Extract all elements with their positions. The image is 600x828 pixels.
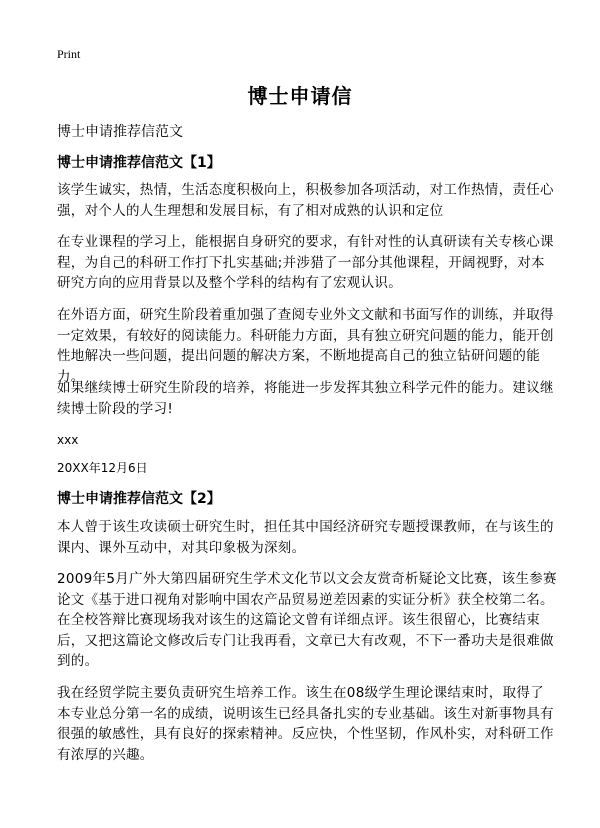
letter1-heading: 博士申请推荐信范文【1】 (57, 155, 221, 171)
letter2-paragraph: 我在经贸学院主要负责研究生培养工作。该生在08级学生理论课结束时，取得了本专业总分第一名的成绩，说明该生已经具备扎实的专业基础。该生对新事物具有很强的敏感性，具有良好的探索精神。反应快，个性坚韧，作风朴实，对科研工作有浓厚的兴趣。 (57, 685, 554, 763)
document-subtitle: 博士申请推荐信范文 (57, 124, 183, 140)
letter1-paragraph: 该学生诚实，热情，生活态度积极向上，积极参加各项活动，对工作热情，责任心强，对个人的人生理想和发展目标，有了相对成熟的认识和定位 (57, 182, 554, 219)
letter1-paragraph: 在外语方面，研究生阶段着重加强了查阅专业外文文献和书面写作的训练，并取得一定效果，有较好的阅读能力。科研能力方面，具有独立研究问题的能力，能开创性地解决一些问题，提出问题的解决方案，不断地提高自己的独立钻研问题的能力。 (57, 307, 554, 385)
letter1-paragraph: 在专业课程的学习上，能根据自身研究的要求，有针对性的认真研读有关专核心课程，为自己的科研工作打下扎实基础;并涉猎了一部分其他课程，开阔视野，对本研究方向的应用背景以及整个学科的结构有了宏观认识。 (57, 234, 554, 291)
letter1-signature: xxx (57, 433, 79, 447)
letter2-paragraph: 本人曾于该生攻读硕士研究生时，担任其中国经济研究专题授课教师，在与该生的课内、课外互动中，对其印象极为深刻。 (57, 519, 554, 556)
letter2-heading: 博士申请推荐信范文【2】 (57, 491, 221, 507)
letter2-paragraph: 2009年5月广外大第四届研究生学术文化节以文会友赏奇析疑论文比赛，该生参赛论文《基于进口视角对影响中国农产品贸易逆差因素的实证分析》获全校第二名。在全校答辩比赛现场我对该生的这篇论文曾有详细点评。该生很留心，比赛结束后，又把这篇论文修改后专门让我再看，文章已大有改观，不下一番功夫是很难做到的。 (57, 571, 557, 669)
page-title: 博士申请信 (247, 84, 353, 108)
letter1-date: 20XX年12月6日 (57, 461, 148, 475)
letter1-paragraph: 如果继续博士研究生阶段的培养，将能进一步发挥其独立科学元件的能力。建议继续博士阶段的学习! (57, 380, 554, 417)
print-label: Print (57, 47, 81, 61)
